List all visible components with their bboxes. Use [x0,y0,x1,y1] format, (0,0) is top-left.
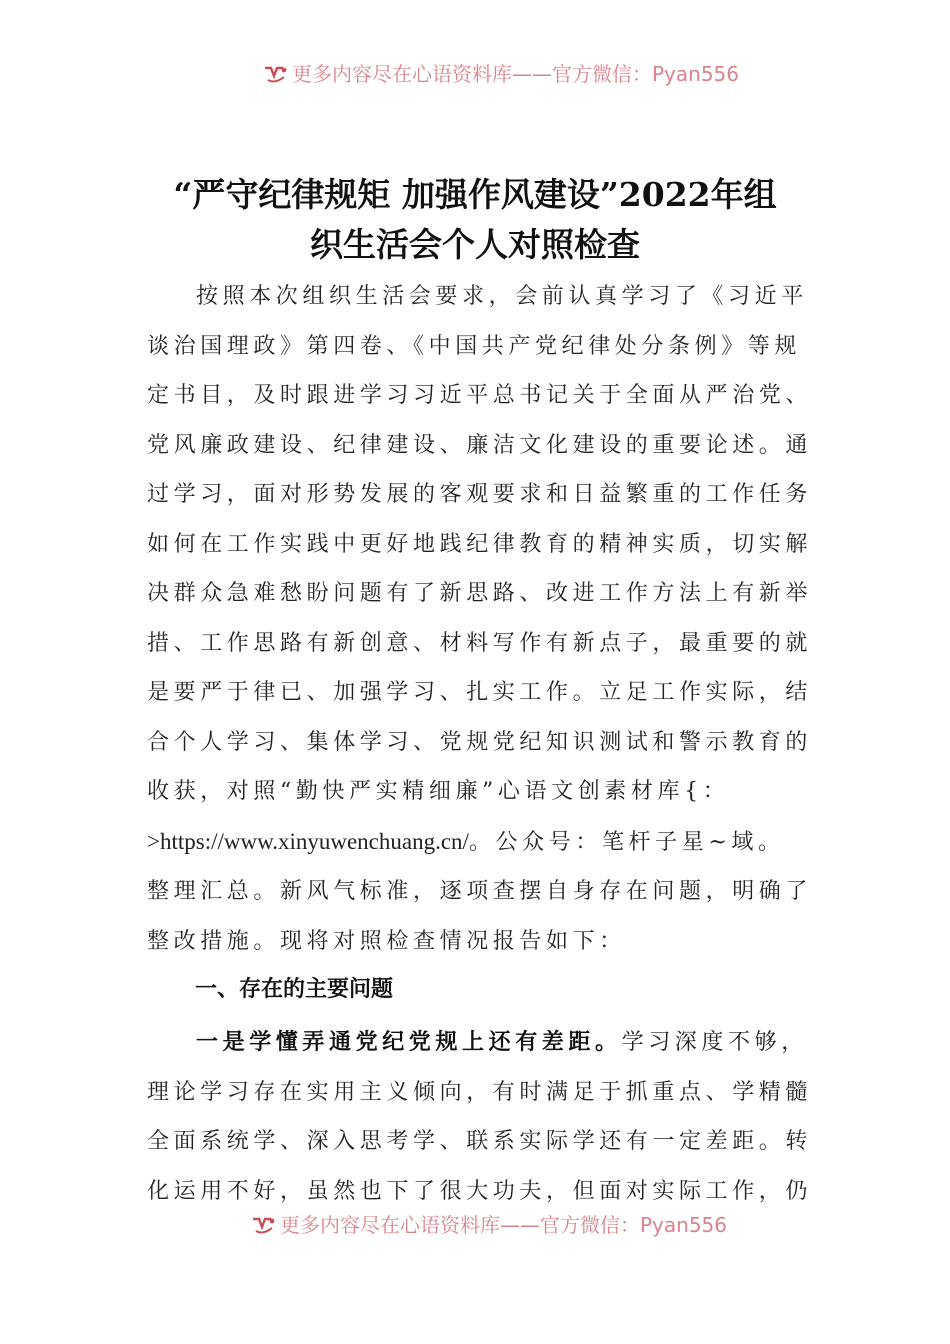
title-line-1: “严守纪律规矩 加强作风建设”2022年组 [173,175,777,214]
lead-line-rest: 学习深度不够， [621,1030,808,1055]
title-line-2: 织生活会个人对照检查 [310,225,640,264]
url-line [147,817,807,868]
paragraph-line: 定书目，及时跟进学习习近平总书记关于全面从严治党、 [147,383,813,408]
watermark-logo-icon [250,1213,276,1235]
paragraph-line: 全面系统学、深入思考学、联系实际学还有一定差距。转 [147,1129,813,1154]
paragraph-line: 理论学习存在实用主义倾向，有时满足于抓重点、学精髓 [147,1079,813,1105]
paragraph-line: 收获，对照“勤快严实精细廉”心语文创素材库{： [147,779,730,804]
intro-paragraph [147,272,813,966]
paragraph-line: 如何在工作实践中更好地践纪律教育的精神实质，切实解 [147,531,813,557]
paragraph-line: 化运用不好，虽然也下了很大功夫，但面对实际工作，仍 [147,1178,813,1204]
paragraph-line: 整改措施。现将对照检查情况报告如下： [147,928,626,954]
url-line-rest: 。公众号：笔杆子星~域。 [468,829,785,855]
watermark-logo-icon [262,62,288,84]
paragraph-line: 整理汇总。新风气标准，逐项查摆自身存在问题，明确了 [147,879,813,904]
paragraph-line: 合个人学习、集体学习、党规党纪知识测试和警示教育的 [147,729,813,755]
paragraph-line: 是要严于律已、加强学习、扎实工作。立足工作实际，结 [147,680,813,705]
paragraph-line: 谈治国理政》第四卷、《中国共产党纪律处分条例》等规 [147,333,802,359]
paragraph-line: 措、工作思路有新创意、材料写作有新点子，最重要的就 [147,630,813,656]
header-watermark [0,56,950,86]
paragraph-line: 按照本次组织生活会要求，会前认真学习了《习近平 [196,284,808,309]
footer-watermark [0,1207,950,1237]
section-heading: 一、存在的主要问题 [195,977,394,1002]
source-url-link[interactable]: >https://www.xinyuwenchuang.cn/ [147,828,469,854]
problem-paragraph [147,1018,813,1216]
paragraph-line: 党风廉政建设、纪律建设、廉洁文化建设的重要论述。通 [147,432,813,458]
bold-lead-sentence: 一是学懂弄通党纪党规上还有差距。 [196,1029,622,1055]
watermark-text: 更多内容尽在心语资料库——官方微信：Pyan556 [292,62,740,86]
document-title [145,170,805,270]
watermark-text: 更多内容尽在心语资料库——官方微信：Pyan556 [280,1213,728,1237]
paragraph-line: 过学习，面对形势发展的客观要求和日益繁重的工作任务 [147,482,813,507]
paragraph-line [147,1018,807,1068]
paragraph-line: 决群众急难愁盼问题有了新思路、改进工作方法上有新举 [147,581,813,606]
